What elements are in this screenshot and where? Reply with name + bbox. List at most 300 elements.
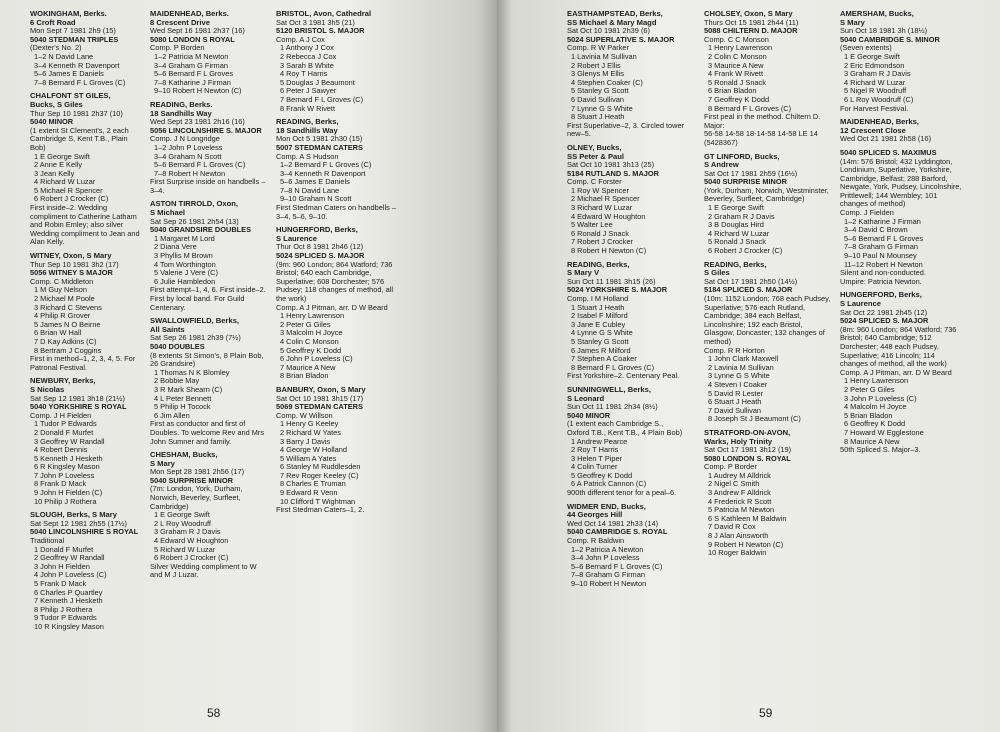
peal-note: Comp. A J Pitman, arr. D W Beard <box>840 367 952 377</box>
peal-method: 5024 SPLICED S. MAJOR <box>840 316 929 326</box>
peal-date: Sat Sep 12 1981 3h18 (21½) <box>30 393 125 403</box>
peal-note: Comp. C Forster <box>567 177 622 187</box>
ringer-line: 8 Frank W Rivett <box>280 103 336 113</box>
ringer-line: 2 Donald F Murfet <box>34 427 94 437</box>
peal-date: Sat Oct 10 1981 3h15 (17) <box>276 393 364 403</box>
peal-entry <box>150 10 270 96</box>
ringer-line: 4 Roy T Harris <box>280 69 328 79</box>
ringer-line: 2 Michael R Spencer <box>571 194 640 204</box>
peal-entry <box>840 10 964 113</box>
ringer-line: 4 Philip R Grover <box>34 311 91 321</box>
peal-place: SWALLOWFIELD, Berks, <box>150 316 240 326</box>
ringer-line: 6 S Kathleen M Baldwin <box>708 513 787 523</box>
ringer-line: 5 Geoffrey K Dodd <box>280 345 342 355</box>
peal-date: Sat Oct 17 1981 2h59 (16½) <box>704 168 798 178</box>
peal-place: CHOLSEY, Oxon, S Mary <box>704 10 793 18</box>
ringer-line: 3 Phyllis M Brown <box>154 251 213 261</box>
ringer-line: 7 Maurice A New <box>280 362 336 372</box>
peal-method: 5040 LINCOLNSHIRE S ROYAL <box>30 527 139 537</box>
ringer-line: 3 Graham R J Davis <box>844 69 911 79</box>
peal-note: Comp. R R Horton <box>704 345 765 355</box>
peal-church: 6 Croft Road <box>30 17 76 27</box>
peal-entry <box>30 377 142 506</box>
ringer-line: 4 Robert Dennis <box>34 445 88 455</box>
ringer-line: 4 Frank W Rivett <box>708 69 764 79</box>
peal-method: 5056 LINCOLNSHIRE S. MAJOR <box>150 125 262 135</box>
peal-note: Comp. A S Hudson <box>276 151 339 161</box>
ringer-line: 9 John H Fielden (C) <box>34 488 103 498</box>
peal-footnote: 900th different tenor for a peal–6. <box>567 488 677 498</box>
ringer-line: 4 Colin Turner <box>571 462 618 472</box>
peal-footnote: For Harvest Festival. <box>840 103 909 113</box>
peal-entry <box>704 429 832 558</box>
peal-date: Wed Sept 23 1981 2h16 (16) <box>150 117 245 127</box>
peal-entry <box>704 10 832 148</box>
ringer-line: 8 Joseph St J Beaumont (C) <box>708 414 801 424</box>
peal-date: Mon Sept 7 1981 2h9 (15) <box>30 26 116 36</box>
ringer-line: 3–4 Kenneth R Davenport <box>34 60 120 70</box>
peal-method: 5040 MINOR <box>30 117 74 127</box>
ringer-line: 5 Richard W Luzar <box>154 544 216 554</box>
peal-entry <box>150 101 270 196</box>
ringer-line: 7 Lynne G S White <box>571 103 633 113</box>
ringer-line: 7 Robert J Crocker <box>571 237 634 247</box>
peal-date: Sat Sept 12 1981 2h55 (17½) <box>30 518 127 528</box>
peal-method: 5040 GRANDSIRE DOUBLES <box>150 225 252 235</box>
ringer-line: 2 Michael M Poole <box>34 294 95 303</box>
peal-method: 5080 LONDON S ROYAL <box>150 34 235 44</box>
ringer-line: 7–8 N David Lane <box>280 185 340 195</box>
ringer-line: 3 Lynne G S White <box>708 371 770 381</box>
peal-method: 5040 CAMBRIDGE S. ROYAL <box>567 527 668 537</box>
peal-footnote: First Stedman Caters–1, 2. <box>276 505 365 515</box>
ringer-line: 4 George W Holland <box>280 445 347 455</box>
left-column-3 <box>276 10 398 520</box>
ringer-line: 4 Colin C Monson <box>280 336 339 346</box>
ringer-line: 1–2 Patricia A Newton <box>571 544 644 554</box>
ringer-line: 2 Peter G Giles <box>280 319 331 329</box>
ringer-line: 2 Geoffrey W Randall <box>34 553 105 563</box>
ringer-line: 8 Philip J Rothera <box>34 604 93 614</box>
peal-date: Sun Oct 11 1981 3h15 (26) <box>567 276 656 286</box>
ringer-line: 1 Anthony J Cox <box>280 43 334 53</box>
peal-entry <box>567 261 685 381</box>
ringer-line: 3–4 Graham G Firman <box>154 60 228 70</box>
ringer-line: 9–10 Robert H Newton (C) <box>154 86 242 96</box>
peal-entry <box>276 118 398 221</box>
ringer-line: 3 Jane E Cubley <box>571 319 626 329</box>
ringer-line: 1 Donald F Murfet <box>34 544 94 554</box>
ringer-line: 4 Steven I Coaker <box>708 379 768 389</box>
peal-note: (8m: 960 London; 864 Watford; 736 Bristol; 640 Cambridge; 512 Dorchester; 448 each Pudsey, Superlative; 416 Lincoln; 114 changes of method, all the work) <box>840 324 957 369</box>
peal-church: S Andrew <box>704 160 739 170</box>
ringer-line: 5 Stanley G Scott <box>571 336 629 346</box>
peal-entry <box>276 386 398 515</box>
peal-note: Comp. C C Monson <box>704 34 769 44</box>
peal-place: STRATFORD-ON-AVON, <box>704 427 791 437</box>
ringer-line: 1–2 John P Loveless <box>154 142 223 152</box>
ringer-line: 2 Richard W Yates <box>280 427 341 437</box>
ringer-line: 1 Henry Lawrenson <box>844 376 909 386</box>
peal-note: Comp. W Willson <box>276 410 333 420</box>
ringer-line: 6 Brian W Hall <box>34 328 82 338</box>
ringer-line: 6 David Sullivan <box>571 94 624 104</box>
ringer-line: 1 Roy W Spencer <box>571 185 629 195</box>
ringer-line: 5 Douglas J Beaumont <box>280 77 355 87</box>
peal-note: Comp. C Middleton <box>30 276 94 286</box>
ringer-line: 5–6 James E Daniels <box>280 177 350 187</box>
right-column-2 <box>704 10 832 563</box>
peal-note: (9m: 960 London; 864 Watford; 736 Bristol; 640 each Cambridge, Superlative; 608 Dorchester; 576 Pudsey; 118 changes of method, all the work) <box>276 259 393 303</box>
peal-date: Thurs Oct 15 1981 2h44 (11) <box>704 17 799 27</box>
peal-entry <box>30 252 142 372</box>
ringer-line: 6 Julie Hambledon <box>154 276 216 286</box>
ringer-line: 6 L Roy Woodruff (C) <box>844 94 914 104</box>
peal-note: (8 extents St Simon's, 8 Plain Bob, 26 Grandsire) <box>150 350 264 369</box>
peal-place: NEWBURY, Berks, <box>30 376 96 386</box>
ringer-line: 6 Ronald J Snack <box>571 228 629 238</box>
peal-method: 5184 SPLICED S. MAJOR <box>704 285 793 295</box>
peal-place: EASTHAMPSTEAD, Berks, <box>567 10 663 18</box>
ringer-line: 8 Brian Bladon <box>280 371 329 381</box>
peal-entry <box>150 317 270 446</box>
ringer-line: 9–10 Robert H Newton <box>571 579 647 588</box>
peal-note: Comp. R Baldwin <box>567 536 625 546</box>
peal-place: CHESHAM, Bucks, <box>150 450 218 460</box>
peal-date: Sat Oct 22 1981 2h45 (12) <box>840 307 928 317</box>
peal-note: Comp. A J Cox <box>276 34 325 44</box>
peal-method: 5069 STEDMAN CATERS <box>276 402 363 412</box>
peal-entry <box>150 200 270 312</box>
ringer-line: 5–6 Bernard F L Groves (C) <box>154 160 246 170</box>
peal-method: 5040 SPLICED S. MAXIMUS <box>840 147 937 157</box>
peal-entry <box>567 10 685 139</box>
peal-method: 5024 SPLICED S. MAJOR <box>276 251 365 261</box>
ringer-line: 6 R Kingsley Mason <box>34 462 100 472</box>
peal-entry <box>840 149 964 287</box>
ringer-line: 1–2 N David Lane <box>34 51 94 61</box>
ringer-line: 1–2 Katharine J Firman <box>844 216 921 226</box>
ringer-line: 10 Philip J Rothera <box>34 496 97 506</box>
peal-place: WOKINGHAM, Berks. <box>30 10 107 18</box>
peal-footnote: First Surprise inside on handbells – 3–4. <box>150 177 266 195</box>
ringer-line: 8 Robert H Newton (C) <box>571 246 647 256</box>
peal-place: SLOUGH, Berks, S Mary <box>30 510 117 520</box>
peal-place: READING, Berks. <box>150 99 213 109</box>
peal-date: Sat Oct 17 1981 2h50 (14½) <box>704 276 798 286</box>
ringer-line: 7 Howard W Egglestone <box>844 427 924 437</box>
ringer-line: 3–4 John P Loveless <box>571 553 640 563</box>
peal-entry <box>30 10 142 87</box>
ringer-line: 6 Brian Bladon <box>708 86 757 96</box>
ringer-line: 1 Audrey M Alldrick <box>708 470 771 480</box>
ringer-line: 7 David Sullivan <box>708 405 761 415</box>
peal-footnote: Umpire: Patricia Newton. <box>840 276 922 286</box>
peal-place: AMERSHAM, Bucks, <box>840 10 914 18</box>
peal-place: WITNEY, Oxon, S Mary <box>30 251 112 261</box>
peal-entry <box>704 153 832 256</box>
peal-place: ASTON TIRROLD, Oxon, <box>150 199 239 209</box>
peal-entry <box>704 261 832 424</box>
ringer-line: 5–6 James E Daniels <box>34 69 104 79</box>
peal-note: (Dexter's No. 2) <box>30 43 82 53</box>
peal-note: Comp. P Borden <box>150 43 205 53</box>
peal-note: (York, Durham, Norwich, Westminster, Beverley, Surfleet, Cambridge) <box>704 185 829 204</box>
peal-place: HUNGERFORD, Berks, <box>840 290 922 300</box>
peal-entry <box>30 92 142 247</box>
ringer-line: 7 Stephen A Coaker <box>571 354 637 364</box>
left-page-number: 58 <box>207 706 221 720</box>
ringer-line: 3–4 David C Brown <box>844 225 908 235</box>
ringer-line: 1 Henry Lawrenson <box>280 311 345 321</box>
right-column-1 <box>567 10 685 594</box>
peal-place: GT LINFORD, Bucks, <box>704 151 780 161</box>
ringer-line: 9 Edward R Venn <box>280 488 338 498</box>
ringer-line: 7 Geoffrey K Dodd <box>708 94 770 104</box>
peal-method: 5120 BRISTOL S. MAJOR <box>276 26 365 36</box>
peal-note: (Seven extents) <box>840 43 892 53</box>
ringer-line: 7 David R Cox <box>708 522 756 532</box>
peal-date: Wed Oct 21 1981 2h58 (16) <box>840 134 932 144</box>
peal-church: 44 Georges Hill <box>567 510 623 520</box>
peal-church: 8 Crescent Drive <box>150 17 210 27</box>
peal-date: Mon Oct 5 1981 2h30 (15) <box>276 134 363 144</box>
ringer-line: 5 James N O Beirne <box>34 319 101 329</box>
peal-footnote: First Yorkshire–2. Centenary Peal. <box>567 371 680 381</box>
peal-entry <box>567 144 685 256</box>
peal-church: S Laurence <box>276 233 317 243</box>
peal-place: OLNEY, Bucks, <box>567 142 622 152</box>
peal-entry <box>150 451 270 580</box>
ringer-line: 4 Richard W Luzar <box>708 228 770 238</box>
ringer-line: 7 D Kay Adkins (C) <box>34 336 97 346</box>
peal-place: BANBURY, Oxon, S Mary <box>276 384 366 394</box>
ringer-line: 5 Stanley G Scott <box>571 86 629 96</box>
ringer-line: 8 J Alan Ainsworth <box>708 531 769 541</box>
ringer-line: 5 Geoffrey K Dodd <box>571 470 633 480</box>
ringer-line: 4 Tom Worthington <box>154 259 216 269</box>
ringer-line: 5 Philip H Tocock <box>154 402 211 412</box>
ringer-line: 5 Ronald J Snack <box>708 77 766 87</box>
peal-church: 18 Sandhills Way <box>276 125 338 135</box>
peal-footnote: First in method–1, 2, 3, 4, 5. For Patronal Festival. <box>30 354 136 372</box>
peal-date: Wed Sept 16 1981 2h37 (16) <box>150 26 245 36</box>
ringer-line: 5–6 Bernard F L Groves <box>844 233 924 243</box>
ringer-line: 2 Robert J Ellis <box>571 60 621 70</box>
ringer-line: 1 M Guy Nelson <box>34 285 87 295</box>
ringer-line: 5–6 Bernard F L Groves <box>154 69 234 79</box>
peal-note: Comp. J N Longridge <box>150 134 220 144</box>
ringer-line: 8 Stuart J Heath <box>571 112 625 122</box>
ringer-line: 3 Richard C Stevens <box>34 302 102 312</box>
peal-date: Sun Oct 11 1981 2h34 (8½) <box>567 402 658 412</box>
peal-church: SS Peter & Paul <box>567 151 624 161</box>
ringer-line: 2 Diana Vere <box>154 242 197 252</box>
peal-date: Thur Oct 8 1981 2h46 (12) <box>276 242 364 252</box>
ringer-line: 5 Frank D Mack <box>34 579 87 588</box>
ringer-line: 6 Stuart J Heath <box>708 397 762 407</box>
peal-date: Thur Sep 10 1981 2h37 (10) <box>30 108 123 118</box>
ringer-line: 3 Helen T Piper <box>571 453 623 463</box>
ringer-line: 9 Robert H Newton (C) <box>708 539 784 549</box>
peal-method: 5080 LONDON S. ROYAL <box>704 453 791 463</box>
ringer-line: 1–2 Bernard F L Groves (C) <box>280 160 372 170</box>
ringer-line: 4 Richard W Luzar <box>34 177 96 187</box>
peal-method: 5040 STEDMAN TRIPLES <box>30 34 119 44</box>
peal-note: (1 extent each Cambridge S., Oxford T.B., Kent T.B., 4 Plain Bob) <box>567 419 683 437</box>
ringer-line: 7–8 Robert H Newton <box>154 168 226 178</box>
peal-method: 5040 SURPRISE MINOR <box>704 177 787 187</box>
peal-entry <box>30 511 142 631</box>
ringer-line: 3 R Mark Shearn (C) <box>154 384 223 394</box>
ringer-line: 1 E George Swift <box>34 151 90 161</box>
peal-church: 18 Sandhills Way <box>150 108 212 118</box>
ringer-line: 6 Robert J Crocker (C) <box>154 553 229 563</box>
ringer-line: 8 Bernard F L Groves (C) <box>571 362 655 372</box>
ringer-line: 4 Richard W Luzar <box>844 77 906 87</box>
ringer-line: 5 Patricia M Newton <box>708 505 775 515</box>
peal-church: S Michael <box>150 208 186 218</box>
peal-entry <box>840 291 964 454</box>
peal-place: READING, Berks, <box>704 259 767 269</box>
ringer-line: 6 Peter J Sawyer <box>280 86 337 96</box>
ringer-line: 9–10 Graham N Scott <box>280 194 352 204</box>
peal-church: S Mary <box>840 17 865 27</box>
ringer-line: 2 Roy T Harris <box>571 445 619 455</box>
ringer-line: 1 Margaret M Lord <box>154 233 215 243</box>
peal-date: Sat Oct 10 1981 2h39 (6) <box>567 26 650 36</box>
ringer-line: 3 Geoffrey W Randall <box>34 436 105 446</box>
ringer-line: 7–8 Graham G Firman <box>571 570 645 580</box>
peal-place: HUNGERFORD, Berks, <box>276 225 358 235</box>
peal-date: Sun Oct 18 1981 3h (18½) <box>840 26 928 36</box>
ringer-line: 6 Jim Allen <box>154 410 190 420</box>
peal-note: (1 extent St Clement's, 2 each Cambridge S, Kent T.B., Plain Bob) <box>30 125 129 152</box>
peal-footnote: First Stedman Caters on handbells – 3–4, 5–6, 9–10. <box>276 203 396 221</box>
ringer-line: 7 Kenneth J Hesketh <box>34 596 103 606</box>
peal-note: Traditional <box>30 536 65 546</box>
peal-entry <box>567 503 685 589</box>
ringer-line: 1 Andrew Pearce <box>571 436 628 446</box>
ringer-line: 1 Henry G Keeley <box>280 419 339 429</box>
ringer-line: 1 Lavinia M Sullivan <box>571 51 637 61</box>
ringer-line: 1 Tudor P Edwards <box>34 419 97 429</box>
ringer-line: 7–8 Bernard F L Groves (C) <box>34 77 126 87</box>
ringer-line: 3 Jean Kelly <box>34 168 75 178</box>
peal-place: WIDMER END, Bucks, <box>567 501 646 511</box>
ringer-line: 4 Lynne G S White <box>571 328 633 338</box>
ringer-line: 2 Anne E Kelly <box>34 160 83 170</box>
peal-date: Sat Oct 17 1981 3h12 (19) <box>704 445 792 455</box>
peal-date: Sat Oct 10 1981 3h13 (25) <box>567 160 655 170</box>
right-page-number: 59 <box>759 706 773 720</box>
peal-place: MAIDENHEAD, Berks, <box>840 117 919 127</box>
peal-church: S Laurence <box>840 299 881 308</box>
ringer-line: 4 John P Loveless (C) <box>34 570 107 580</box>
ringer-line: 6 Robert J Crocker (C) <box>34 194 109 204</box>
peal-note: Comp. J H Fielden <box>30 410 92 420</box>
peal-method: 5040 MINOR <box>567 410 611 420</box>
peal-note: Comp. A J Pitman, arr. D W Beard <box>276 302 388 312</box>
peal-church: Warks, Holy Trinity <box>704 436 773 446</box>
ringer-line: 5 Valerie J Vere (C) <box>154 268 218 278</box>
peal-footnote: First Superlative–2, 3. Circled tower new–5. <box>567 120 685 139</box>
ringer-line: 1–2 Patricia M Newton <box>154 51 229 61</box>
peal-note: (10m: 1152 London; 768 each Pudsey, Superlative; 576 each Rutland, Cambridge; 384 each Belfast, Lincolnshire; 192 each Bristol, Glasgow, Doncaster; 132 changes of method) <box>704 294 831 346</box>
ringer-line: 6 Geoffrey K Dodd <box>844 419 906 429</box>
ringer-line: 6 A Patrick Cannon (C) <box>571 479 647 489</box>
peal-entry <box>276 226 398 381</box>
peal-church: 12 Crescent Close <box>840 125 906 135</box>
left-column-2 <box>150 10 270 585</box>
left-page <box>0 0 497 732</box>
ringer-line: 2 Rebecca J Cox <box>280 51 337 61</box>
ringer-line: 11–12 Robert H Newton <box>844 259 923 269</box>
right-column-3 <box>840 10 964 460</box>
ringer-line: 6 Charles P Quartley <box>34 587 103 597</box>
ringer-line: 6 James R Milford <box>571 345 631 355</box>
ringer-line: 6 Robert J Crocker (C) <box>708 246 783 256</box>
peal-church: SS Michael & Mary Magd <box>567 17 657 27</box>
peal-place: READING, Berks, <box>567 259 630 269</box>
peal-entry <box>567 386 685 498</box>
ringer-line: 1 E George Swift <box>844 51 900 61</box>
peal-method: 5024 YORKSHIRE S. MAJOR <box>567 285 668 295</box>
peal-church: S Giles <box>704 268 730 278</box>
ringer-line: 2 Isabel F Milford <box>571 311 628 321</box>
ringer-line: 4 Edward W Houghton <box>154 536 229 546</box>
ringer-line: 2 Lavinia M Sullivan <box>708 362 774 372</box>
peal-date: Mon Sept 28 1981 2h56 (17) <box>150 467 245 477</box>
peal-note: Comp. I M Holland <box>567 294 629 303</box>
ringer-line: 2 Nigel C Smith <box>708 479 760 489</box>
ringer-line: 7–8 Katharine J Firman <box>154 77 231 87</box>
ringer-line: 3 Sarah B White <box>280 60 334 70</box>
ringer-line: 4 Frederick R Scott <box>708 496 772 506</box>
ringer-line: 8 Charles E Truman <box>280 479 346 489</box>
peal-method: 5056 WITNEY S MAJOR <box>30 268 113 278</box>
peal-footnote: First peal in the method. Chiltern D. Major: <box>704 112 821 130</box>
ringer-line: 3 John P Loveless (C) <box>844 393 917 403</box>
ringer-line: 8 Bernard F L Groves (C) <box>708 103 792 113</box>
ringer-line: 3 Richard W Luzar <box>571 203 633 213</box>
peal-date: Sat Oct 3 1981 3h5 (21) <box>276 17 355 27</box>
ringer-line: 5 Kenneth J Hesketh <box>34 453 103 463</box>
ringer-line: 8 Bertram J Coggins <box>34 345 102 355</box>
peal-method: 5040 YORKSHIRE S ROYAL <box>30 402 127 412</box>
ringer-line: 9–10 Paul N Mounsey <box>844 251 917 261</box>
ringer-line: 2 Colin C Monson <box>708 51 767 61</box>
ringer-line: 2 Graham R J Davis <box>708 211 775 221</box>
peal-church: All Saints <box>150 324 185 334</box>
peal-place: BRISTOL, Avon, Cathedral <box>276 10 372 18</box>
ringer-line: 7 John P Loveless <box>34 470 95 480</box>
ringer-line: 2 Eric Edmondson <box>844 60 905 70</box>
ringer-line: 4 L Peter Bennett <box>154 393 212 403</box>
peal-method: 5088 CHILTERN D. MAJOR <box>704 26 798 36</box>
ringer-line: 1 John Clark Maxwell <box>708 354 779 364</box>
peal-method: 5184 RUTLAND S. MAJOR <box>567 168 659 178</box>
ringer-line: 3–4 Kenneth R Davenport <box>280 168 366 178</box>
ringer-line: 1 E George Swift <box>154 510 210 520</box>
ringer-line: 3 Glenys M Ellis <box>571 69 624 79</box>
peal-place: MAIDENHEAD, Berks. <box>150 10 229 18</box>
peal-footnote: 56-58 14-58 18-14-58 14-58 LE 14 (5428367) <box>704 129 818 147</box>
peal-footnote: Silent and non-conducted. <box>840 268 926 278</box>
peal-method: 5040 SURPRISE MINOR <box>150 475 233 485</box>
ringer-line: 4 Edward W Houghton <box>571 211 646 221</box>
peal-method: 5040 CAMBRIDGE S. MINOR <box>840 34 940 44</box>
